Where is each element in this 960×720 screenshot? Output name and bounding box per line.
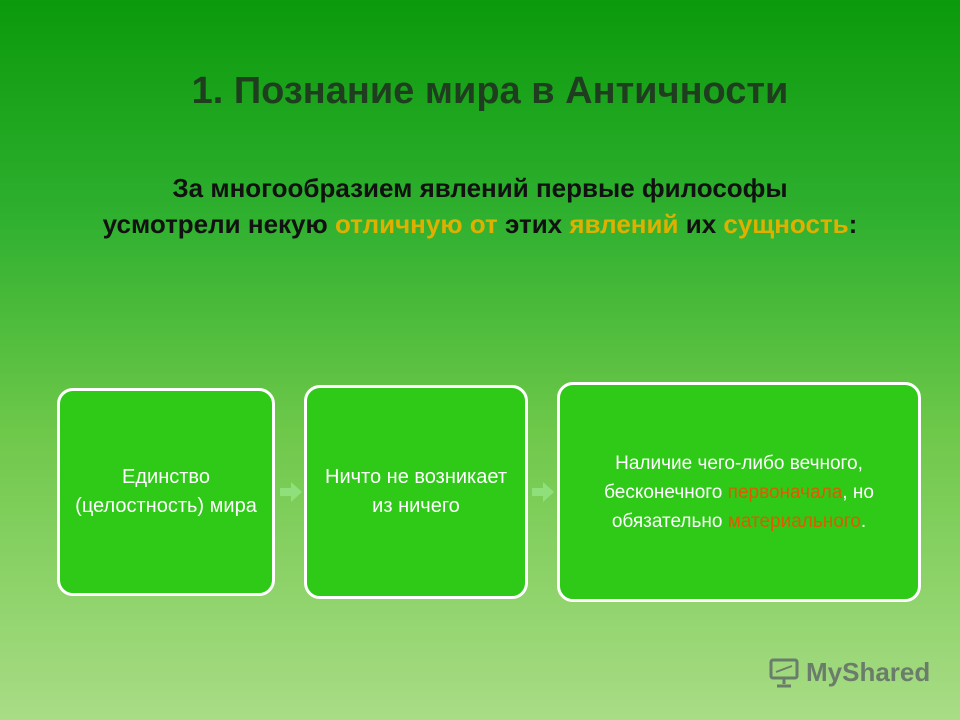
- box-1-text: Единство (целостность) мира: [75, 466, 257, 517]
- subtitle-text-4: :: [848, 209, 858, 239]
- presentation-board-icon: [768, 656, 800, 688]
- subtitle-text-2: этих: [497, 209, 570, 239]
- box-3-text-1: Наличие чего-либо вечного, бесконечного: [604, 452, 863, 503]
- process-box-unity: [57, 388, 275, 596]
- box-3-highlight-1: первоначала: [727, 481, 843, 503]
- slide-title: 1. Познание мира в Античности: [191, 70, 789, 112]
- box-3-text: [570, 449, 908, 536]
- arrow-right-icon: [280, 482, 302, 502]
- watermark-logo: [768, 656, 930, 688]
- subtitle-highlight-1: отличную от: [334, 209, 498, 239]
- subtitle-text-1: За многообразием явлений первые философы усмотрели некую: [102, 173, 788, 239]
- subtitle-highlight-3: сущность: [723, 209, 849, 239]
- process-box-eternal-origin: [557, 382, 921, 602]
- box-2-text: Ничто не возникает из ничего: [325, 466, 507, 517]
- box-3-highlight-2: материального: [727, 510, 861, 532]
- box-3-text-2: , но обязательно: [611, 481, 874, 532]
- slide-subtitle: [100, 170, 860, 242]
- watermark-text: MyShared: [806, 656, 931, 687]
- arrow-right-icon: [532, 482, 554, 502]
- process-box-nothing-from-nothing: [304, 385, 528, 599]
- subtitle-text-3: их: [678, 209, 724, 239]
- subtitle-highlight-2: явлений: [569, 209, 679, 239]
- box-3-text-3: .: [860, 510, 867, 532]
